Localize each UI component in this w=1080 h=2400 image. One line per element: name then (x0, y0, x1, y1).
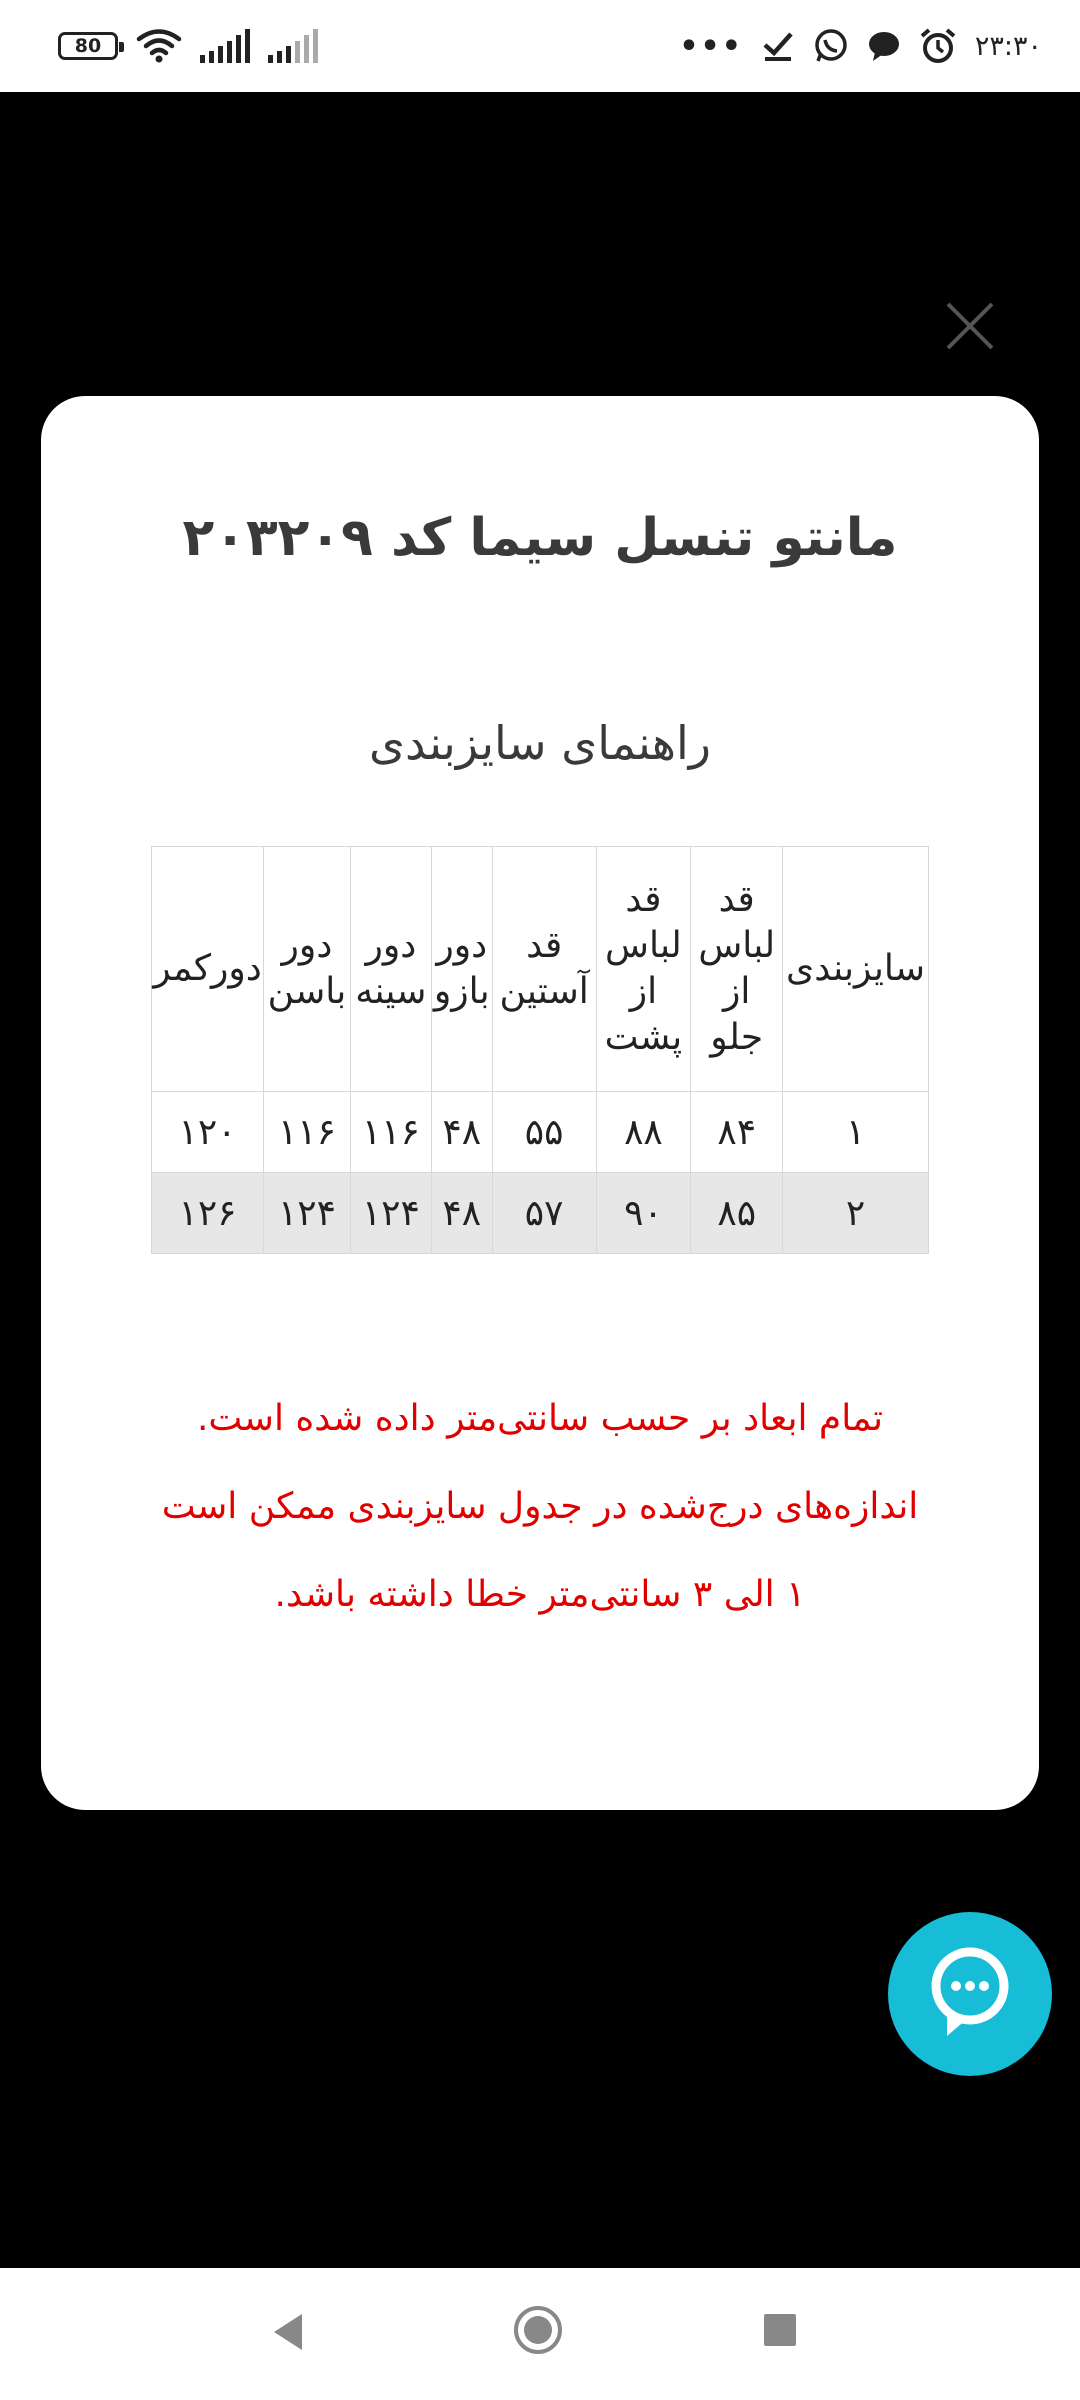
battery-level: 80 (74, 35, 102, 57)
table-cell: ۱۱۶ (264, 1092, 351, 1173)
table-cell: ۱۲۰ (152, 1092, 264, 1173)
column-header: دور بازو (431, 847, 492, 1092)
chat-button[interactable] (888, 1912, 1052, 2076)
navigation-bar (0, 2268, 1080, 2400)
table-cell: ۱۲۶ (152, 1173, 264, 1254)
column-header: دور سینه (350, 847, 431, 1092)
table-row (152, 1092, 929, 1173)
column-header: دورکمر (152, 847, 264, 1092)
column-header: سایزبندی (783, 847, 929, 1092)
table-cell: ۱۲۴ (264, 1173, 351, 1254)
table-cell: ۵۷ (492, 1173, 596, 1254)
home-icon (512, 2304, 564, 2356)
battery-icon (58, 32, 118, 60)
size-guide-modal (41, 396, 1039, 1810)
home-button[interactable] (512, 2304, 564, 2360)
check-icon (761, 29, 795, 63)
table-cell: ۵۵ (492, 1092, 596, 1173)
table-header-row (152, 847, 929, 1092)
table-cell: ۲ (783, 1173, 929, 1254)
table-row (152, 1173, 929, 1254)
signal-icon (200, 29, 250, 63)
alarm-icon (919, 27, 957, 65)
product-title: مانتو تنسل سیما کد ۲۰۳۲۰۹ (182, 508, 898, 568)
table-cell: ۱۱۶ (350, 1092, 431, 1173)
table-cell: ۹۰ (596, 1173, 691, 1254)
chat-bubble-icon (867, 30, 901, 62)
whatsapp-icon (813, 28, 849, 64)
table-cell: ۱۲۴ (350, 1173, 431, 1254)
table-cell: ۴۸ (431, 1173, 492, 1254)
measurement-note: اندازه‌های درج‌شده در جدول سایزبندی ممکن است (161, 1486, 919, 1527)
clock: ۲۳:۳۰ (974, 30, 1042, 62)
recents-icon (762, 2312, 798, 2348)
recents-button[interactable] (762, 2312, 798, 2352)
more-icon: ••• (679, 28, 743, 64)
size-table (151, 846, 929, 1254)
signal-icon-2 (268, 29, 318, 63)
chat-icon (925, 1946, 1015, 2042)
table-cell: ۴۸ (431, 1092, 492, 1173)
measurement-note: تمام ابعاد بر حسب سانتی‌متر داده شده است. (196, 1398, 884, 1439)
size-guide-heading: راهنمای سایزبندی (369, 716, 711, 770)
table-cell: ۸۸ (596, 1092, 691, 1173)
table-cell: ۸۴ (691, 1092, 783, 1173)
close-button[interactable] (942, 298, 998, 354)
wifi-icon (136, 28, 182, 64)
back-button[interactable] (268, 2310, 308, 2358)
status-bar (0, 0, 1080, 92)
table-cell: ۸۵ (691, 1173, 783, 1254)
column-header: دور باسن (264, 847, 351, 1092)
back-icon (268, 2310, 308, 2354)
close-icon (942, 298, 998, 354)
column-header: قد لباس از جلو (691, 847, 783, 1092)
measurement-note: ۱ الی ۳ سانتی‌متر خطا داشته باشد. (274, 1574, 806, 1615)
column-header: قد آستین (492, 847, 596, 1092)
column-header: قد لباس از پشت (596, 847, 691, 1092)
table-cell: ۱ (783, 1092, 929, 1173)
